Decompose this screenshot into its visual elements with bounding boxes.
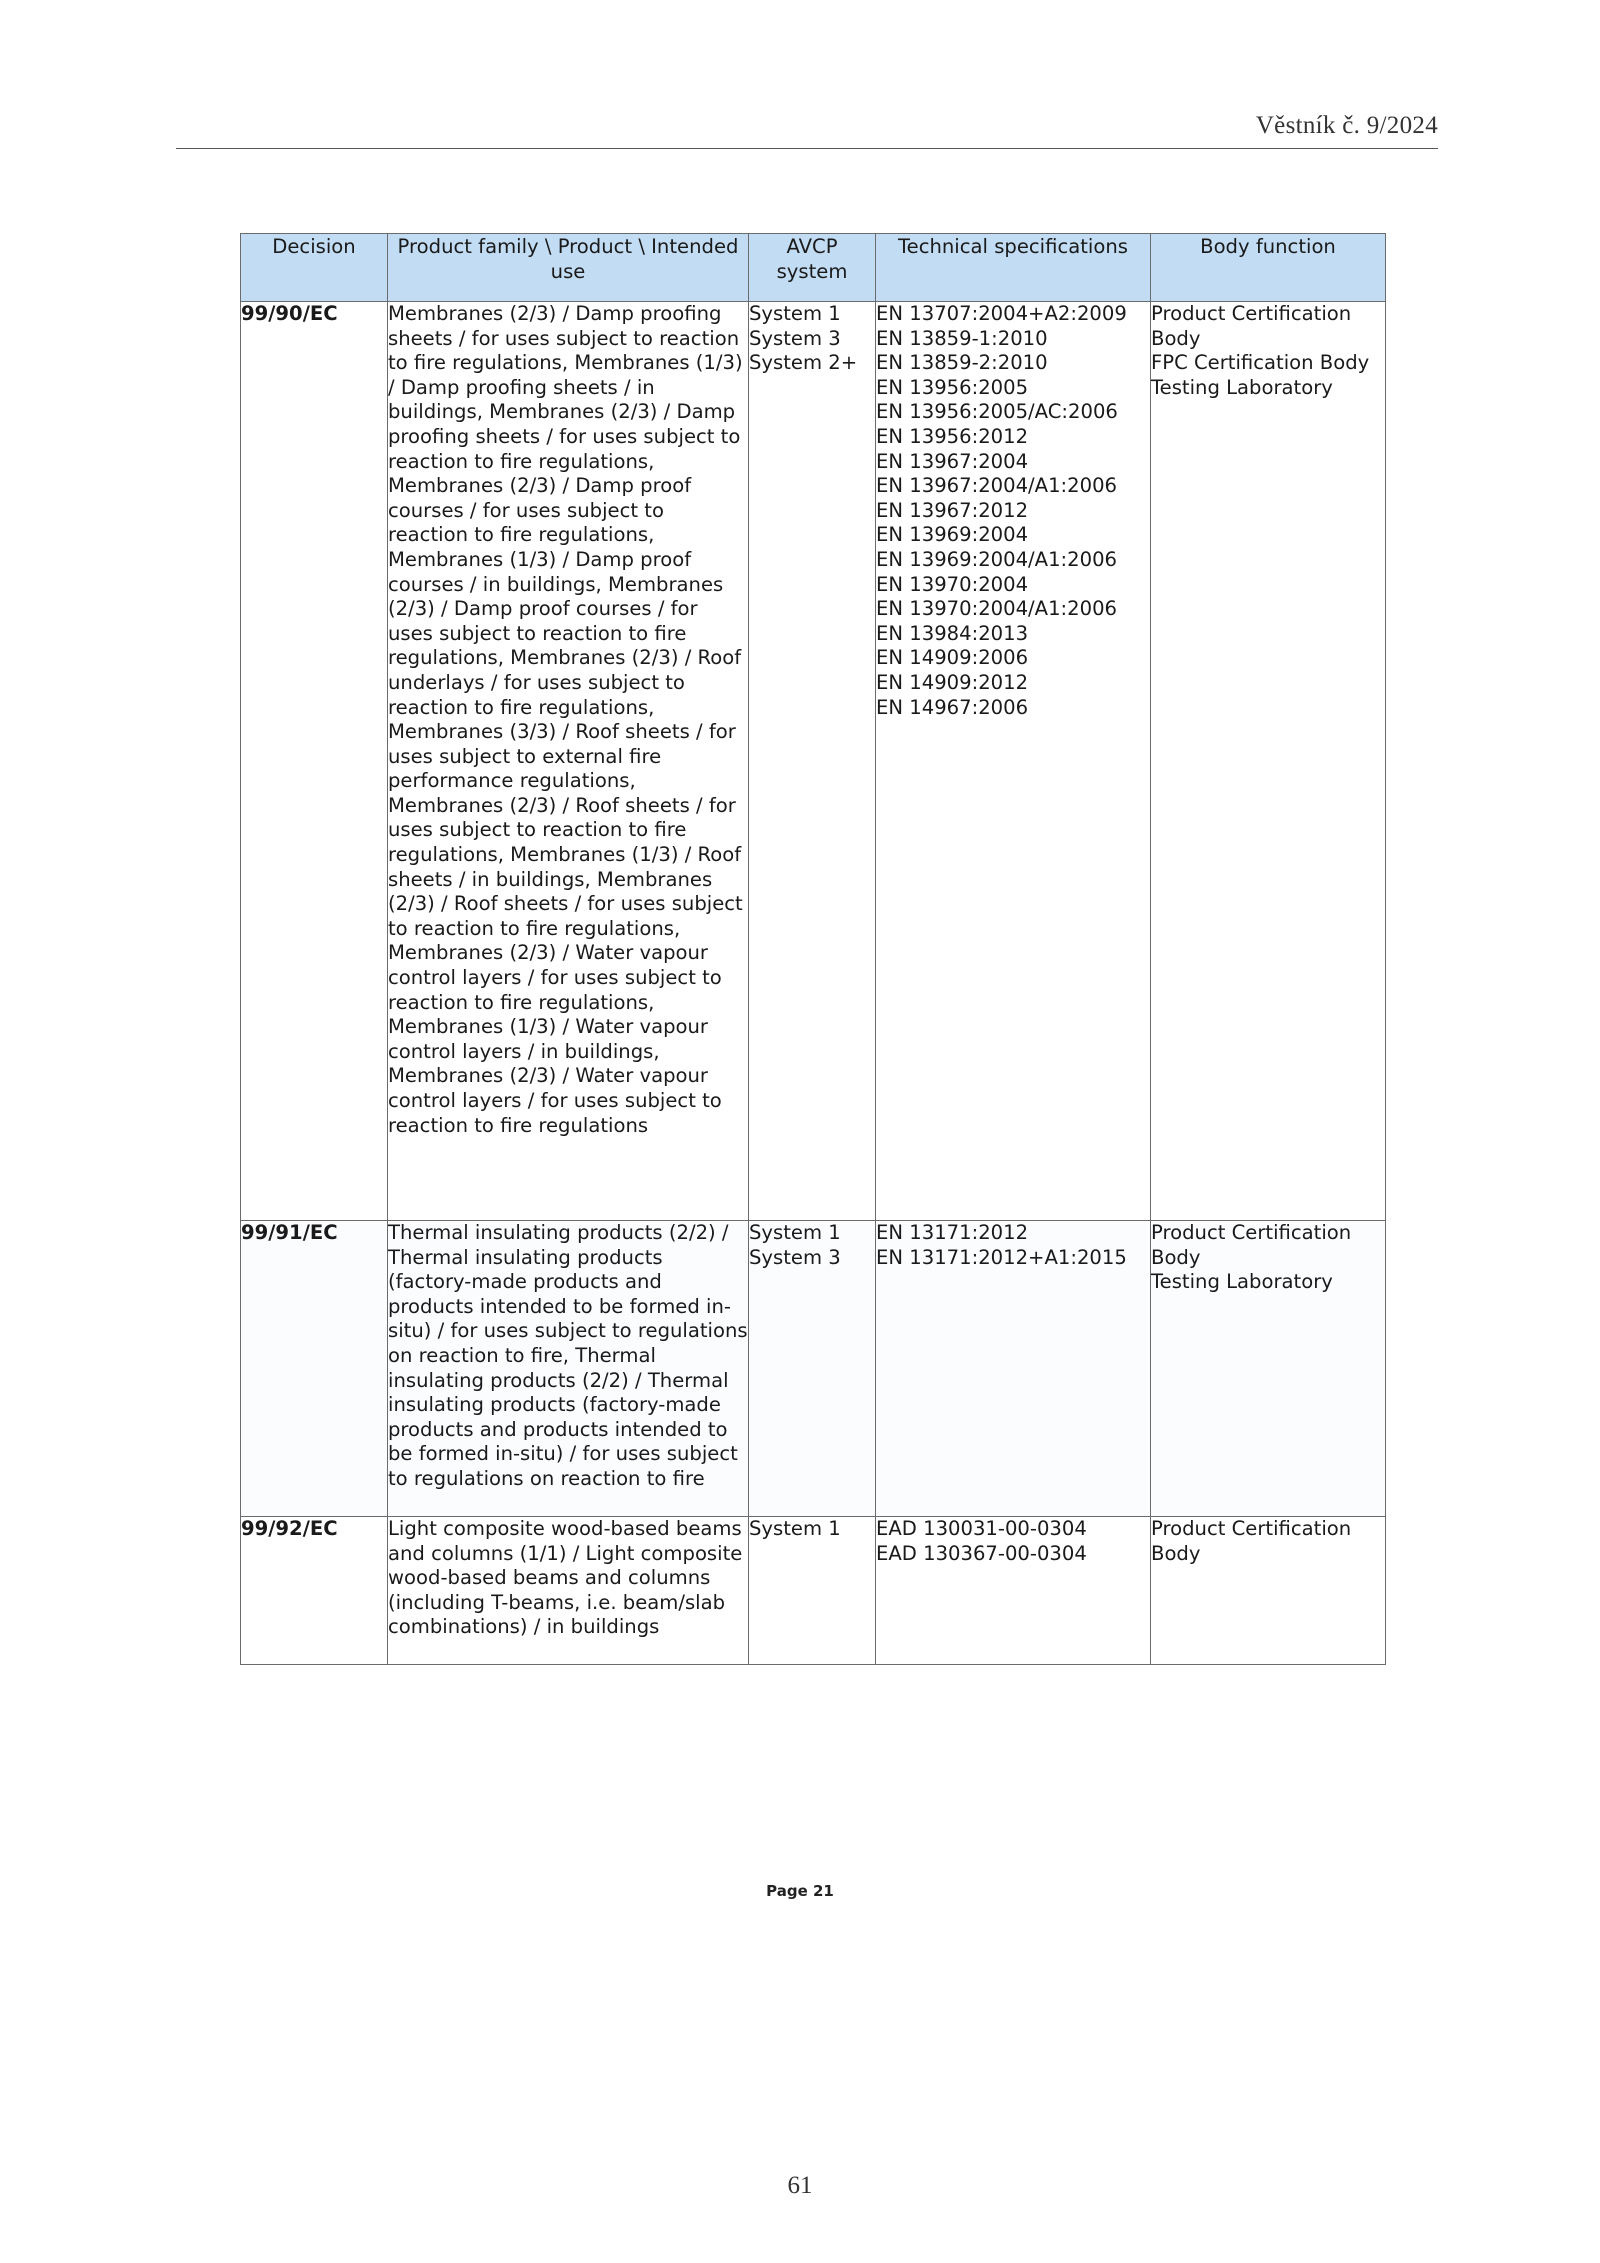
page-header xyxy=(176,112,1438,149)
body-cell xyxy=(1151,302,1386,1221)
body-cell xyxy=(1151,1517,1386,1665)
specs-text: EAD 130031-00-0304 EAD 130367-00-0304 xyxy=(876,1517,1087,1565)
avcp-cell xyxy=(749,302,876,1221)
product-text: Membranes (2/3) / Damp proofing sheets / for uses subject to reaction to fire regulations, Membranes (1/3) / Damp proofing sheets / in buildings, Membranes (2/3) / Damp proofing sheets / for uses subject to reaction to fire regulations, Membranes (2/3) / Damp proof courses / for uses subject to reaction to fire regulations, Membranes (1/3) / Damp proof courses / in buildings, Membranes (2/3) / Damp proof courses / for uses subject to reaction to fire regulations, Membranes (2/3) / Roof underlays / for uses subject to reaction to fire regulations, Membranes (3/3) / Roof sheets / for uses subject to external fire performance regulations, Membranes (2/3) / Roof sheets / for uses subject to reaction to fire regulations, Membranes (1/3) / Roof sheets / in buildings, Membranes (2/3) / Roof sheets / for uses subject to reaction to fire regulations, Membranes (2/3) / Water vapour control layers / for uses subject to reaction to fire regulations, Membranes (1/3) / Water vapour control layers / in buildings, Membranes (2/3) / Water vapour control layers / for uses subject to reaction to fire regulations xyxy=(388,302,743,1137)
avcp-text: System 1 xyxy=(749,1517,841,1540)
product-text: Thermal insulating products (2/2) / Thermal insulating products (factory-made products and products intended to be formed in-situ) / for uses subject to regulations on reaction to fire, Thermal insulating products (2/2) / Thermal insulating products (factory-made products and products intended to be formed in-situ) / for uses subject to regulations on reaction to fire xyxy=(388,1221,748,1490)
product-cell xyxy=(388,1221,749,1517)
decision-cell: 99/92/EC xyxy=(241,1517,388,1665)
avcp-text: System 1 System 3 xyxy=(749,1221,841,1269)
body-text: Product Certification Body Testing Laboratory xyxy=(1151,1221,1352,1294)
specs-cell xyxy=(876,302,1151,1221)
body-text: Product Certification Body FPC Certification Body Testing Laboratory xyxy=(1151,302,1370,399)
table-row xyxy=(241,1221,1386,1517)
column-header-specs: Technical specifications xyxy=(876,234,1151,302)
decisions-table xyxy=(240,233,1386,1665)
journal-title: Věstník č. 9/2024 xyxy=(1255,112,1438,139)
body-text: Product Certification Body xyxy=(1151,1517,1352,1565)
table-header-row xyxy=(241,234,1386,302)
avcp-cell xyxy=(749,1517,876,1665)
page-number: 61 xyxy=(787,2172,813,2199)
decision-cell: 99/91/EC xyxy=(241,1221,388,1517)
table-row xyxy=(241,1517,1386,1665)
specs-text: EN 13707:2004+A2:2009 EN 13859-1:2010 EN 13859-2:2010 EN 13956:2005 EN 13956:2005/AC:2006 EN 13956:2012 EN 13967:2004 EN 13967:2004/A1:2006 EN 13967:2012 EN 13969:2004 EN 13969:2004/A1:2006 EN 13970:2004 EN 13970:2004/A1:2006 EN 13984:2013 EN 14909:2006 EN 14909:2012 EN 14967:2006 xyxy=(876,302,1127,719)
specs-text: EN 13171:2012 EN 13171:2012+A1:2015 xyxy=(876,1221,1127,1269)
specs-cell xyxy=(876,1221,1151,1517)
product-cell xyxy=(388,302,749,1221)
page-label: Page 21 xyxy=(766,1882,834,1900)
specs-cell xyxy=(876,1517,1151,1665)
column-header-body: Body function xyxy=(1151,234,1386,302)
avcp-cell xyxy=(749,1221,876,1517)
column-header-avcp: AVCP system xyxy=(749,234,876,302)
column-header-decision: Decision xyxy=(241,234,388,302)
product-cell xyxy=(388,1517,749,1665)
body-cell xyxy=(1151,1221,1386,1517)
product-text: Light composite wood-based beams and columns (1/1) / Light composite wood-based beams and columns (including T-beams, i.e. beam/slab combinations) / in buildings xyxy=(388,1517,743,1639)
table-row xyxy=(241,302,1386,1221)
decision-cell: 99/90/EC xyxy=(241,302,388,1221)
column-header-product: Product family \ Product \ Intended use xyxy=(388,234,749,302)
avcp-text: System 1 System 3 System 2+ xyxy=(749,302,858,375)
